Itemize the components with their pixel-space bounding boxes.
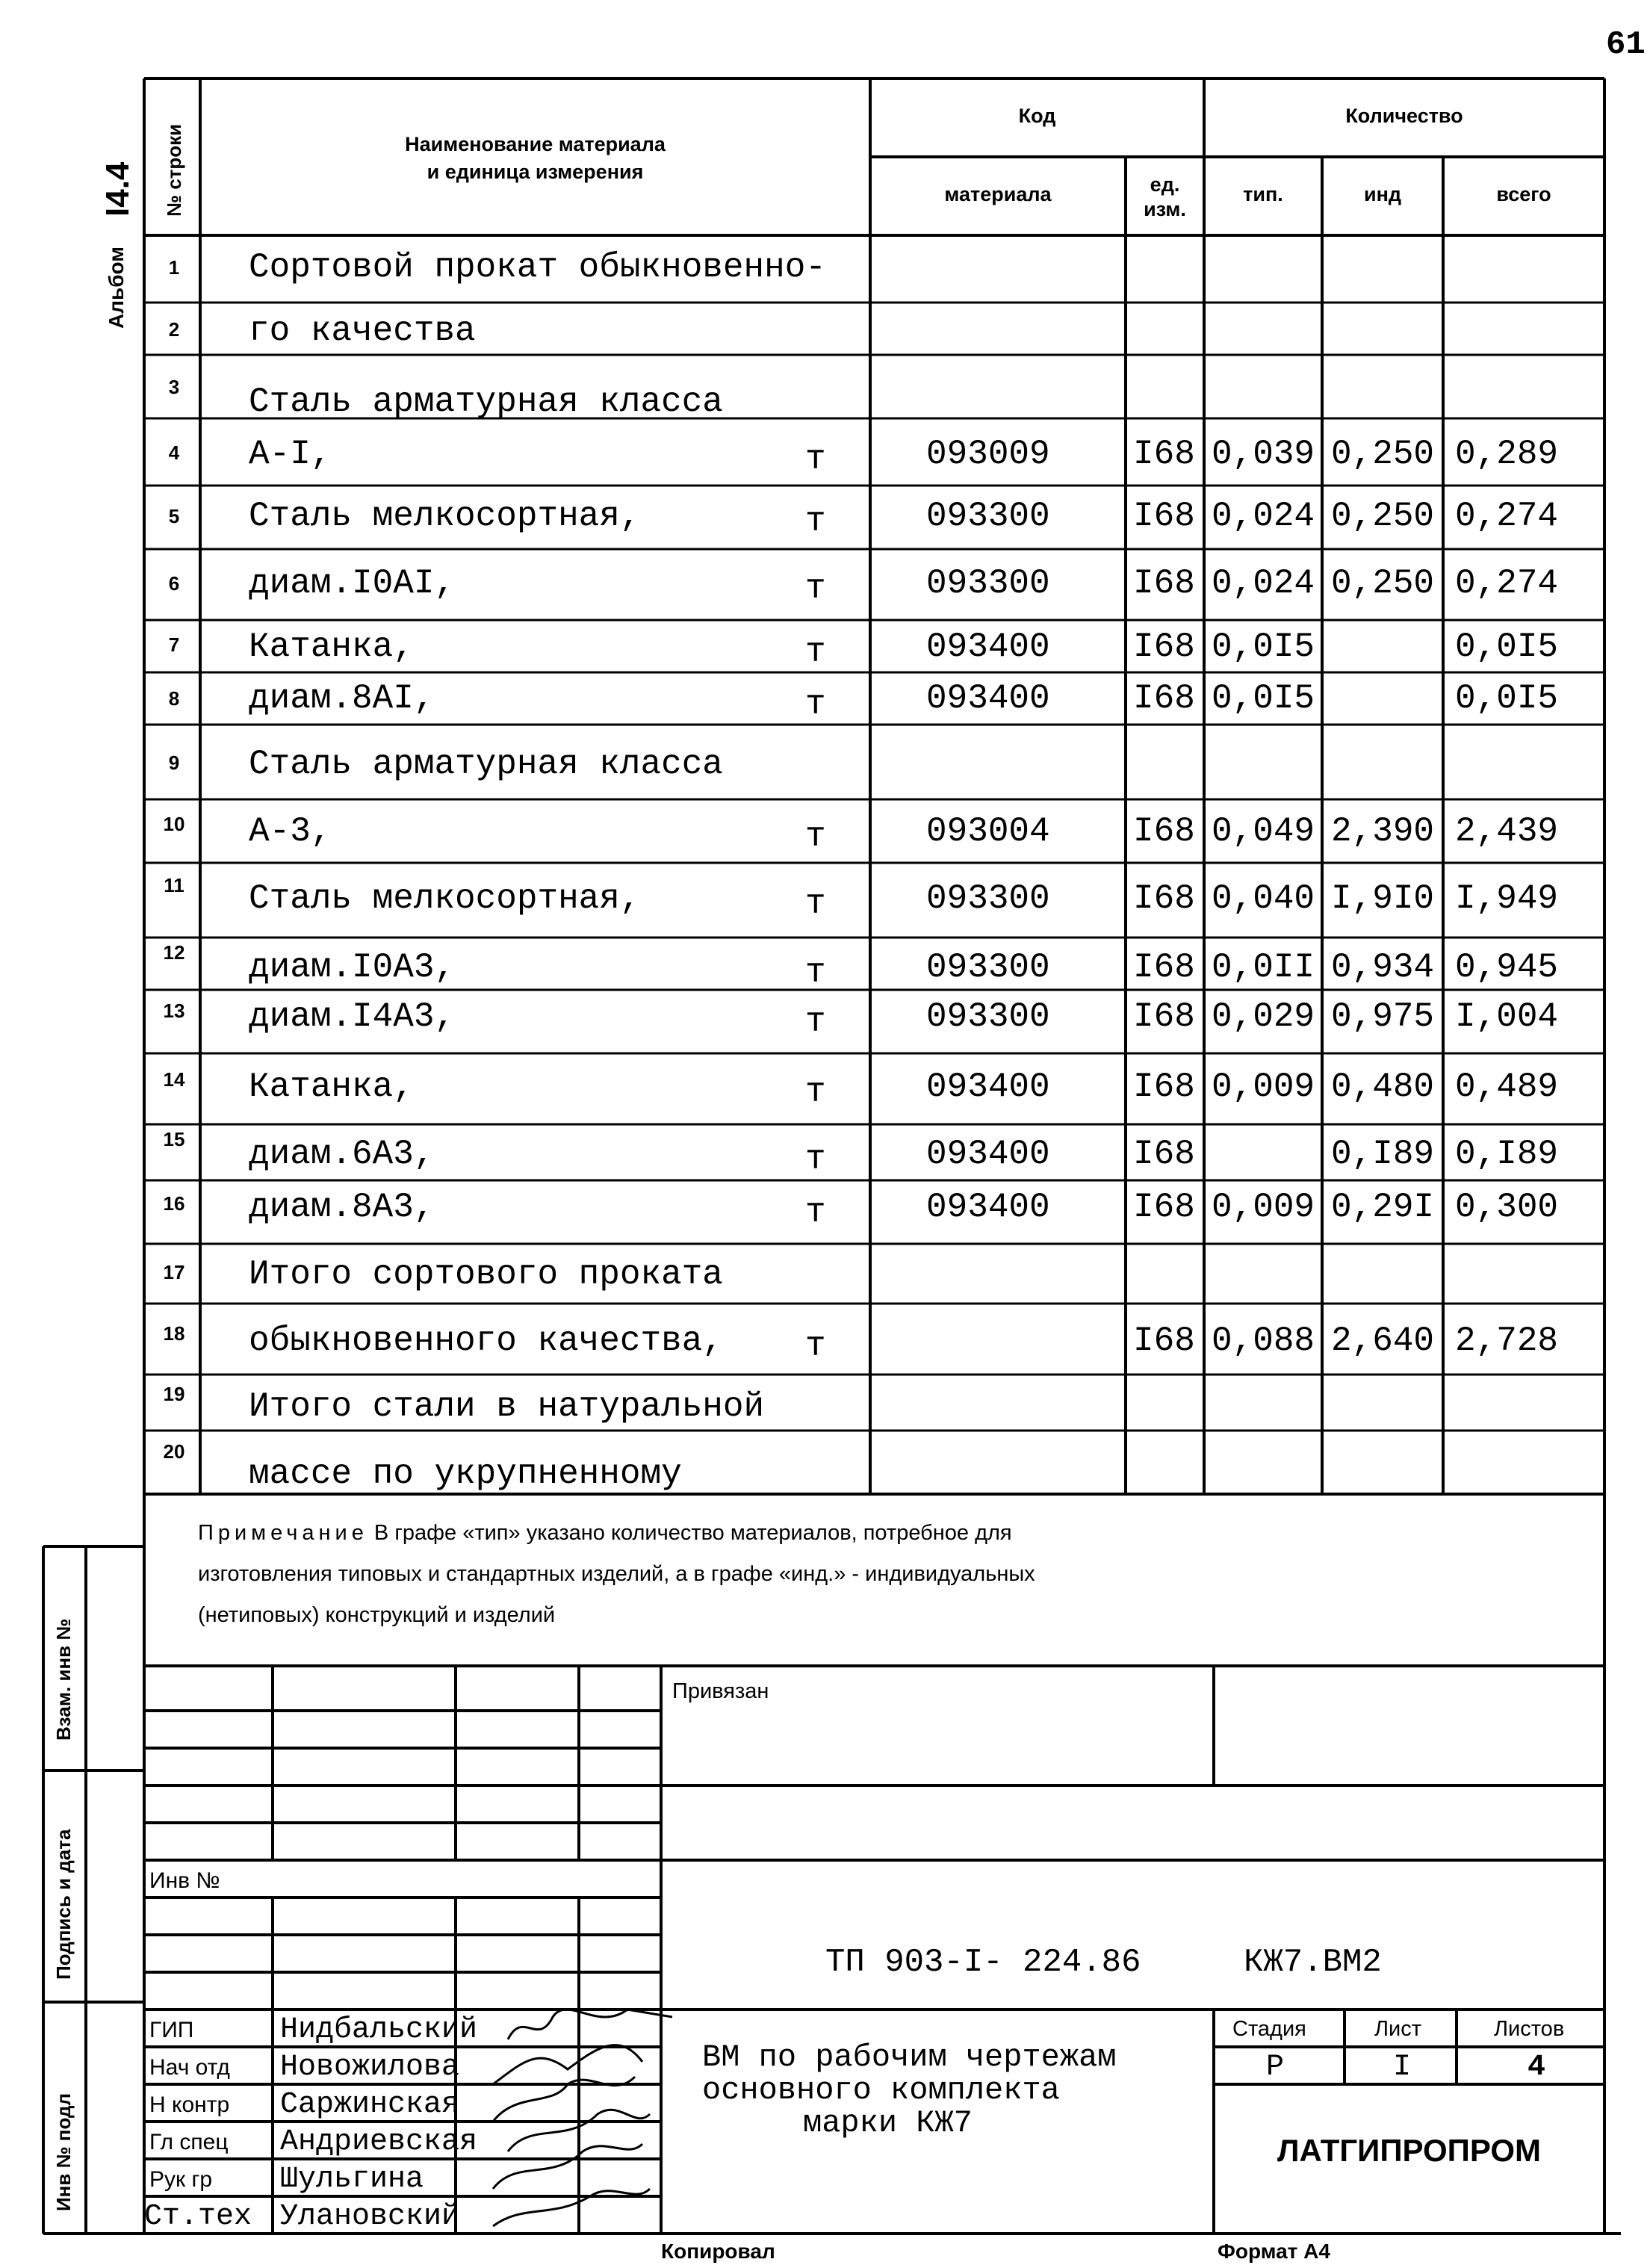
album-label: Альбом xyxy=(105,247,128,329)
row-unit-letter: т xyxy=(805,1003,826,1041)
header-name-line2: и единица измерения xyxy=(427,161,644,183)
row-ind: 0,29I xyxy=(1331,1188,1435,1227)
row-typ: 0,0I5 xyxy=(1212,628,1315,666)
album-number: I4.4 xyxy=(99,161,136,217)
note-line3: (нетиповых) конструкций и изделий xyxy=(198,1603,556,1627)
row-total: I,004 xyxy=(1455,997,1559,1036)
row-total: 0,289 xyxy=(1455,435,1559,474)
stamp-doc-code: ТП 903-I- 224.86 xyxy=(825,1944,1141,1981)
row-number: 19 xyxy=(163,1383,185,1405)
row-unit: I68 xyxy=(1133,497,1195,536)
row-number: 17 xyxy=(163,1261,185,1283)
row-unit-letter: т xyxy=(805,953,826,992)
row-typ: 0,024 xyxy=(1212,564,1315,603)
stamp-sheets: 4 xyxy=(1528,2051,1546,2084)
row-typ: 0,049 xyxy=(1212,812,1315,851)
row-number: 15 xyxy=(163,1128,185,1150)
stamp-stage: Р xyxy=(1266,2051,1285,2084)
row-total: 0,0I5 xyxy=(1455,628,1559,666)
header-unit-line2: изм. xyxy=(1144,198,1186,220)
row-number: 3 xyxy=(168,376,180,398)
row-number: 18 xyxy=(163,1322,185,1345)
row-typ: 0,040 xyxy=(1212,879,1315,918)
row-total: 0,274 xyxy=(1455,564,1559,603)
row-unit: I68 xyxy=(1133,948,1195,987)
stamp-stage-label: Стадия xyxy=(1232,2017,1306,2041)
row-unit: I68 xyxy=(1133,679,1195,718)
row-number: 6 xyxy=(168,572,180,595)
row-unit: I68 xyxy=(1133,997,1195,1036)
row-name: диам.8AI, xyxy=(249,679,435,718)
staff-name: Новожилова xyxy=(280,2051,460,2084)
staff-role: Гл спец xyxy=(149,2130,229,2154)
row-typ: 0,024 xyxy=(1212,497,1315,536)
header-code: Код xyxy=(1018,105,1056,127)
row-unit: I68 xyxy=(1133,1135,1195,1174)
row-ind: 0,250 xyxy=(1331,564,1435,603)
row-unit: I68 xyxy=(1133,1322,1195,1360)
row-total: I,949 xyxy=(1455,879,1559,918)
row-name: массе по укрупненному xyxy=(249,1454,682,1493)
row-number: 16 xyxy=(163,1192,185,1215)
row-unit: I68 xyxy=(1133,628,1195,666)
row-code: 093400 xyxy=(926,1068,1050,1106)
row-name: Итого сортового проката xyxy=(249,1255,723,1294)
side-label-podpis: Подпись и дата xyxy=(52,1829,75,1980)
row-number: 10 xyxy=(163,813,185,835)
row-unit-letter: т xyxy=(805,685,826,724)
row-name: А-3, xyxy=(249,812,332,851)
page-number: 61 xyxy=(1606,26,1646,63)
row-name: Сталь арматурная класса xyxy=(249,382,723,421)
header-unit-line1: ед. xyxy=(1150,173,1180,196)
row-unit-letter: т xyxy=(805,817,826,856)
note-line2: изготовления типовых и стандартных изделий, а в графе «инд.» - индивидуальных xyxy=(198,1562,1035,1586)
footer-copied: Копировал xyxy=(661,2240,775,2263)
row-name: Сталь арматурная класса xyxy=(249,745,723,784)
row-total: 0,0I5 xyxy=(1455,679,1559,718)
row-ind: 0,I89 xyxy=(1331,1135,1435,1174)
row-code: 093009 xyxy=(926,435,1050,474)
row-number: 12 xyxy=(163,941,185,964)
row-unit: I68 xyxy=(1133,1068,1195,1106)
row-name: диам.I0AI, xyxy=(249,564,456,603)
row-name: диам.8A3, xyxy=(249,1188,435,1227)
row-total: 0,I89 xyxy=(1455,1135,1559,1174)
row-typ: 0,009 xyxy=(1212,1068,1315,1106)
row-name: обыкновенного качества, xyxy=(249,1322,723,1360)
stamp-sheet: I xyxy=(1393,2051,1412,2084)
header-quantity: Количество xyxy=(1345,105,1463,127)
row-ind: 2,640 xyxy=(1331,1322,1435,1360)
row-total: 2,439 xyxy=(1455,812,1559,851)
row-number: 14 xyxy=(163,1068,185,1091)
row-typ: 0,029 xyxy=(1212,997,1315,1036)
staff-name: Саржинская xyxy=(280,2088,460,2122)
staff-role: Ст.тех xyxy=(144,2200,252,2234)
row-name: Сталь мелкосортная, xyxy=(249,879,641,918)
row-ind: 0,480 xyxy=(1331,1068,1435,1106)
row-unit: I68 xyxy=(1133,435,1195,474)
row-code: 093400 xyxy=(926,1135,1050,1174)
header-ind: инд xyxy=(1363,183,1402,205)
row-typ: 0,088 xyxy=(1212,1322,1315,1360)
row-total: 0,274 xyxy=(1455,497,1559,536)
header-row-no: № строки xyxy=(163,123,185,217)
row-unit: I68 xyxy=(1133,564,1195,603)
row-unit: I68 xyxy=(1133,1188,1195,1227)
note-text-1: В графе «тип» указано количество материалов, потребное для xyxy=(373,1521,1012,1545)
header-typ: тип. xyxy=(1243,183,1283,205)
row-number: 8 xyxy=(168,687,180,710)
row-typ: 0,039 xyxy=(1212,435,1315,474)
row-number: 13 xyxy=(163,1000,185,1022)
side-label-vzam: Взам. инв № xyxy=(52,1618,75,1741)
staff-role: ГИП xyxy=(149,2018,194,2042)
row-unit: I68 xyxy=(1133,879,1195,918)
row-number: 7 xyxy=(168,633,180,656)
stamp-sheet-label: Лист xyxy=(1374,2017,1422,2041)
row-code: 093300 xyxy=(926,879,1050,918)
row-number: 20 xyxy=(163,1440,185,1463)
staff-role: Нач отд xyxy=(149,2055,230,2080)
row-total: 2,728 xyxy=(1455,1322,1559,1360)
row-ind: 0,975 xyxy=(1331,997,1435,1036)
row-code: 093300 xyxy=(926,497,1050,536)
staff-name: Андриевская xyxy=(280,2125,478,2159)
row-code: 093400 xyxy=(926,679,1050,718)
row-number: 2 xyxy=(168,318,180,341)
row-unit-letter: т xyxy=(805,1140,826,1179)
row-unit-letter: т xyxy=(805,633,826,672)
row-name: диам.6A3, xyxy=(249,1135,435,1174)
row-unit: I68 xyxy=(1133,812,1195,851)
row-code: 093400 xyxy=(926,628,1050,666)
row-number: 1 xyxy=(168,256,180,279)
stamp-title-line2: основного комплекта xyxy=(702,2072,1060,2108)
note-head: Примечание xyxy=(198,1521,368,1545)
row-unit-letter: т xyxy=(805,569,826,608)
row-unit-letter: т xyxy=(805,884,826,923)
stamp-title-line1: ВМ по рабочим чертежам xyxy=(702,2039,1117,2075)
row-number: 4 xyxy=(168,441,180,464)
row-number: 5 xyxy=(168,505,180,527)
row-unit-letter: т xyxy=(805,1327,826,1366)
row-name: го качества xyxy=(249,312,476,350)
stamp-doc-mark: КЖ7.ВМ2 xyxy=(1244,1944,1382,1981)
row-ind: 2,390 xyxy=(1331,812,1435,851)
row-code: 093300 xyxy=(926,564,1050,603)
stamp-privyazan: Привязан xyxy=(672,1679,769,1703)
row-ind: 0,250 xyxy=(1331,497,1435,536)
header-material: материала xyxy=(944,183,1052,205)
staff-role: Н контр xyxy=(149,2092,230,2117)
row-ind: I,9I0 xyxy=(1331,879,1435,918)
row-total: 0,945 xyxy=(1455,948,1559,987)
row-code: 093400 xyxy=(926,1188,1050,1227)
row-name: диам.I4A3, xyxy=(249,997,456,1036)
stamp-sheets-label: Листов xyxy=(1494,2017,1565,2041)
row-typ: 0,0I5 xyxy=(1212,679,1315,718)
row-code: 093004 xyxy=(926,812,1050,851)
stamp-title-line3: марки КЖ7 xyxy=(803,2105,973,2141)
row-typ: 0,009 xyxy=(1212,1188,1315,1227)
row-code: 093300 xyxy=(926,997,1050,1036)
row-code: 093300 xyxy=(926,948,1050,987)
staff-name: Нидбальский xyxy=(280,2013,478,2047)
row-name: Сортовой прокат обыкновенно- xyxy=(249,248,826,287)
stamp-inv-no: Инв № xyxy=(149,1868,220,1893)
row-total: 0,300 xyxy=(1455,1188,1559,1227)
row-name: Катанка, xyxy=(249,1068,414,1106)
staff-name: Улановский xyxy=(280,2200,460,2234)
header-name-line1: Наименование материала xyxy=(405,133,666,155)
footer-format: Формат А4 xyxy=(1218,2240,1330,2263)
row-number: 9 xyxy=(168,752,180,774)
row-name: Итого стали в натуральной xyxy=(249,1387,765,1426)
staff-role: Рук гр xyxy=(149,2167,213,2192)
row-typ: 0,0II xyxy=(1212,948,1315,987)
row-name: А-I, xyxy=(249,435,332,474)
side-label-inv-podl: Инв № подл xyxy=(52,2092,75,2211)
row-unit-letter: т xyxy=(805,440,826,479)
row-number: 11 xyxy=(164,874,184,896)
row-ind: 0,250 xyxy=(1331,435,1435,474)
staff-name: Шульгина xyxy=(280,2163,424,2196)
row-name: диам.I0A3, xyxy=(249,948,456,987)
header-total: всего xyxy=(1496,183,1551,205)
row-unit-letter: т xyxy=(805,1193,826,1232)
row-name: Сталь мелкосортная, xyxy=(249,497,641,536)
row-unit-letter: т xyxy=(805,502,826,541)
row-ind: 0,934 xyxy=(1331,948,1435,987)
row-total: 0,489 xyxy=(1455,1068,1559,1106)
row-name: Катанка, xyxy=(249,628,414,666)
stamp-org: ЛАТГИПРОПРОМ xyxy=(1277,2133,1541,2168)
row-unit-letter: т xyxy=(805,1073,826,1112)
